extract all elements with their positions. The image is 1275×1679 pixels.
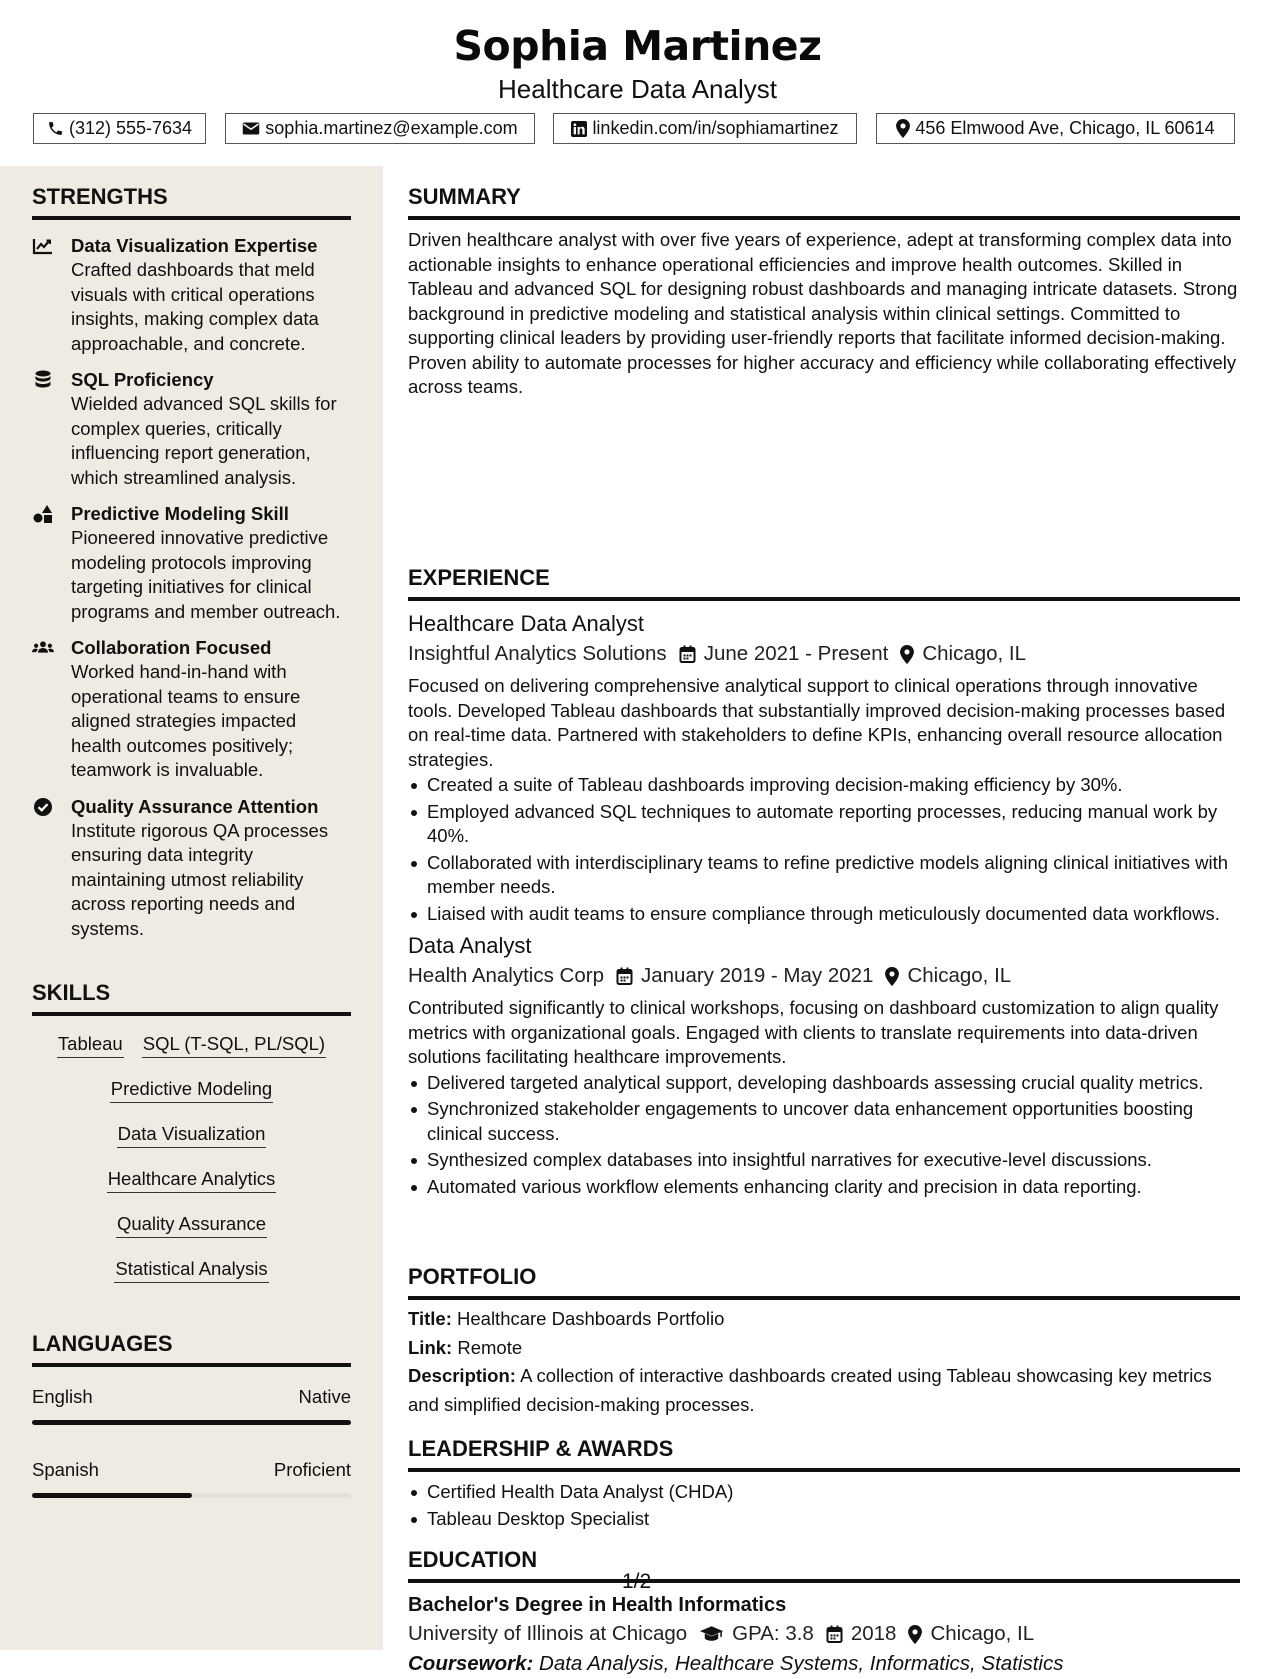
strength-item (32, 368, 351, 490)
envelope-icon (242, 121, 260, 136)
portfolio-title-label: Title: (408, 1308, 452, 1329)
language-item (32, 1385, 351, 1425)
candidate-role: Healthcare Data Analyst (498, 74, 777, 104)
users-icon (32, 638, 54, 658)
location-pin-icon (908, 1625, 922, 1644)
experience-heading: EXPERIENCE (408, 563, 1240, 601)
job-location: Chicago, IL (922, 642, 1027, 665)
contact-bar (33, 113, 1235, 145)
strength-title: Collaboration Focused (71, 637, 272, 658)
strength-item (32, 636, 351, 783)
portfolio-link-line (408, 1334, 1240, 1363)
calendar-icon (679, 645, 696, 663)
strength-desc: Wielded advanced SQL skills for complex queries, critically influencing report generation, which streamlined analysis. (71, 393, 337, 488)
contact-linkedin[interactable] (553, 113, 857, 144)
shapes-icon (32, 504, 54, 524)
strength-desc: Pioneered innovative predictive modeling protocols improving targeting initiatives for clinical programs and member outreach. (71, 527, 341, 622)
awards-heading: LEADERSHIP & AWARDS (408, 1434, 1240, 1472)
skills-section (32, 978, 351, 1283)
portfolio-description-value: A collection of interactive dashboards created using Tableau showcasing key metrics and simplified decision-making processes. (408, 1365, 1212, 1415)
contact-address (876, 113, 1235, 144)
page-number: 1/2 (622, 1570, 652, 1593)
skill-tag: Tableau (57, 1032, 124, 1058)
strengths-heading: STRENGTHS (32, 182, 351, 220)
job-bullets (408, 1071, 1240, 1200)
language-proficiency-bar (32, 1493, 351, 1498)
coursework-label: Coursework: (408, 1652, 534, 1675)
strength-title: SQL Proficiency (71, 369, 214, 390)
portfolio-title-line (408, 1305, 1240, 1334)
education-location: Chicago, IL (930, 1622, 1035, 1645)
contact-email[interactable] (225, 113, 535, 144)
strength-title: Predictive Modeling Skill (71, 503, 289, 524)
job-description: Contributed significantly to clinical workshops, focusing on dashboard customization to align quality metrics with organizational goals. Engaged with clients to translate requirements into data-driven solutions facilitating healthcare improvements. (408, 997, 1219, 1067)
strength-item (32, 502, 351, 624)
job-bullet: Employed advanced SQL techniques to automate reporting processes, reducing manual work by 40%. (408, 800, 1240, 849)
education-degree: Bachelor's Degree in Health Informatics (408, 1594, 787, 1616)
job-location: Chicago, IL (907, 964, 1012, 987)
skill-tag: SQL (T-SQL, PL/SQL) (142, 1032, 326, 1058)
job-dates: June 2021 - Present (703, 642, 889, 665)
strength-desc: Crafted dashboards that meld visuals with critical operations insights, making complex data approachable, and concrete. (71, 259, 319, 354)
job-title: Healthcare Data Analyst (408, 611, 645, 636)
resume-header (0, 20, 1275, 104)
languages-section (32, 1329, 351, 1498)
language-name: English (32, 1386, 93, 1407)
education-section (408, 1545, 1240, 1679)
candidate-name: Sophia Martinez (453, 22, 822, 70)
chart-line-icon (32, 236, 54, 256)
strength-desc: Institute rigorous QA processes ensuring data integrity maintaining utmost reliability across reporting needs and systems. (71, 819, 329, 939)
skill-tag: Healthcare Analytics (107, 1167, 277, 1193)
job-meta (408, 640, 1240, 668)
portfolio-heading: PORTFOLIO (408, 1262, 1240, 1300)
language-level: Native (298, 1386, 351, 1407)
job-bullets (408, 773, 1240, 926)
contact-email-text: sophia.martinez@example.com (265, 118, 518, 138)
job-dates: January 2019 - May 2021 (640, 964, 874, 987)
experience-section (408, 563, 1240, 1201)
strength-title: Data Visualization Expertise (71, 235, 318, 256)
job-entry (408, 610, 1240, 926)
education-gpa: GPA: 3.8 (732, 1622, 814, 1645)
award-item: Tableau Desktop Specialist (408, 1507, 1240, 1532)
portfolio-section (408, 1262, 1240, 1419)
calendar-icon (826, 1625, 843, 1643)
strengths-section (32, 182, 351, 941)
strength-item (32, 234, 351, 356)
education-meta (408, 1619, 1240, 1649)
calendar-icon (616, 967, 633, 985)
location-pin-icon (896, 119, 910, 138)
skills-heading: SKILLS (32, 978, 351, 1016)
language-level: Proficient (273, 1459, 351, 1480)
job-company: Health Analytics Corp (408, 964, 604, 987)
database-icon (32, 370, 54, 390)
job-bullet: Delivered targeted analytical support, developing dashboards assessing crucial quality metrics. (408, 1071, 1240, 1096)
education-heading: EDUCATION (408, 1545, 1240, 1583)
contact-linkedin-text: linkedin.com/in/sophiamartinez (592, 118, 839, 138)
job-company: Insightful Analytics Solutions (408, 642, 667, 665)
language-proficiency-fill (32, 1420, 351, 1425)
education-year: 2018 (850, 1622, 897, 1645)
education-school: University of Illinois at Chicago (408, 1622, 688, 1645)
job-bullet: Liaised with audit teams to ensure compliance through meticulously documented data workflows. (408, 902, 1240, 927)
summary-section (408, 182, 1240, 400)
skill-tag: Data Visualization (117, 1122, 267, 1148)
linkedin-icon (571, 121, 587, 137)
language-proficiency-fill (32, 1493, 192, 1498)
education-coursework (408, 1649, 1240, 1679)
job-bullet: Synchronized stakeholder engagements to uncover data enhancement opportunities boosting clinical success. (408, 1097, 1240, 1146)
contact-phone-text: (312) 555-7634 (68, 118, 193, 138)
language-name: Spanish (32, 1459, 99, 1480)
coursework-value: Data Analysis, Healthcare Systems, Informatics, Statistics (539, 1652, 1064, 1675)
job-entry (408, 932, 1240, 1199)
portfolio-link-value[interactable]: Remote (457, 1336, 523, 1358)
summary-heading: SUMMARY (408, 182, 1240, 220)
language-proficiency-bar (32, 1420, 351, 1425)
skill-tag: Quality Assurance (116, 1212, 267, 1238)
graduation-cap-icon (699, 1625, 724, 1643)
contact-address-text: 456 Elmwood Ave, Chicago, IL 60614 (915, 118, 1215, 138)
job-bullet: Automated various workflow elements enhancing clarity and precision in data reporting. (408, 1175, 1240, 1200)
job-bullet: Synthesized complex databases into insightful narratives for executive-level discussions. (408, 1148, 1240, 1173)
portfolio-title-value: Healthcare Dashboards Portfolio (457, 1308, 725, 1329)
strength-title: Quality Assurance Attention (71, 795, 319, 817)
languages-heading: LANGUAGES (32, 1329, 351, 1367)
language-item (32, 1458, 351, 1498)
check-circle-icon (32, 797, 54, 817)
portfolio-description-label: Description: (408, 1365, 516, 1386)
job-bullet: Collaborated with interdisciplinary teams to refine predictive models aligning clinical initiatives with member needs. (408, 851, 1240, 900)
job-meta (408, 962, 1240, 990)
location-pin-icon (900, 645, 914, 664)
job-bullet: Created a suite of Tableau dashboards improving decision-making efficiency by 30%. (408, 773, 1240, 798)
skill-tag: Statistical Analysis (114, 1257, 268, 1283)
awards-list (408, 1480, 1240, 1531)
award-item: Certified Health Data Analyst (CHDA) (408, 1480, 1240, 1505)
sidebar (0, 166, 383, 1650)
strength-desc: Worked hand-in-hand with operational teams to ensure aligned strategies impacted health outcomes positively; teamwork is invaluable. (71, 661, 301, 780)
awards-section (408, 1434, 1240, 1533)
portfolio-link-label: Link: (408, 1336, 453, 1358)
summary-text: Driven healthcare analyst with over five years of experience, adept at transforming complex data into actionable insights to enhance operational efficiencies and improve health outcomes. Skilled in Tableau and advanced SQL for designing robust dashboards and managing intricate datasets. Strong background in predictive modeling and statistical analysis within clinical settings. Committed to supporting clinical leaders by providing user-friendly reports that facilitate informed decision-making. Proven ability to automate processes for higher accuracy and efficiency while collaborating effectively across teams. (408, 229, 1238, 397)
strength-item (32, 795, 351, 942)
contact-phone[interactable] (33, 113, 206, 144)
portfolio-description-line (408, 1362, 1240, 1419)
location-pin-icon (885, 967, 899, 986)
job-title: Data Analyst (408, 933, 532, 958)
skills-list (32, 1032, 351, 1283)
phone-icon (47, 120, 64, 137)
skill-tag: Predictive Modeling (110, 1077, 273, 1103)
job-description: Focused on delivering comprehensive analytical support to clinical operations through innovative tools. Developed Tableau dashboards that substantially improved decision-making processes based on real-time data. Partnered with stakeholders to define KPIs, enhancing overall resource allocation strategies. (408, 675, 1226, 770)
